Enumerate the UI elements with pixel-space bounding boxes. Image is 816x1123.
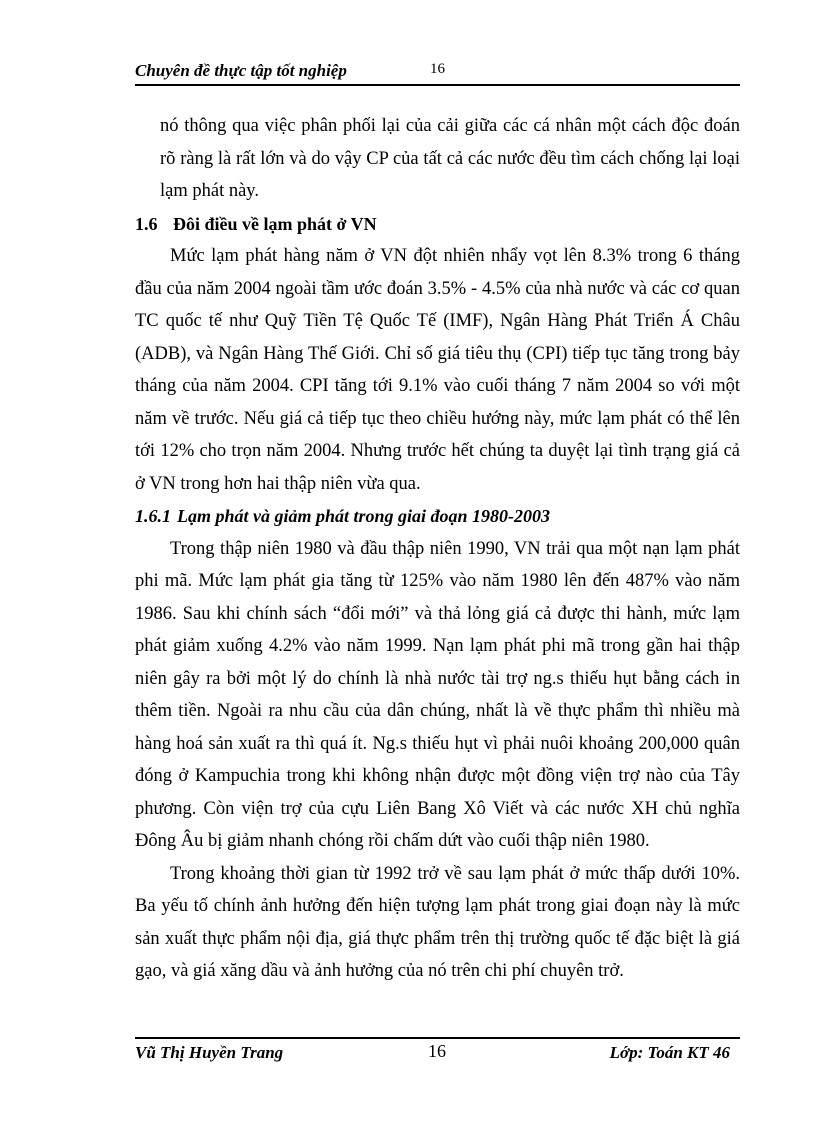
footer-class-label: Lớp: Toán KT 46 [609,1043,730,1062]
footer-divider [135,1037,740,1039]
subsection-title: Lạm phát và giảm phát trong giai đoạn 1980-2003 [177,506,551,526]
paragraph-1992-onward: Trong khoảng thời gian từ 1992 trở về sau lạm phát ở mức thấp dưới 10%. Ba yếu tố chính ảnh hưởng đến hiện tượng lạm phát trong giai đoạn này là mức sản xuất thực phẩm nội địa, giá thực phẩm trên thị trường quốc tế đặc biệt là giá gạo, và giá xăng dầu và ảnh hưởng của nó trên chi phí chuyên trở. [135,863,740,981]
section-number: 1.6 [135,213,158,234]
document-body [135,110,740,988]
section-title: Đôi điều về lạm phát ở VN [173,213,377,234]
section-heading [135,208,740,241]
header-divider [135,84,740,86]
paragraph-inflation-2004: Mức lạm phát hàng năm ở VN đột nhiên nhẩy vọt lên 8.3% trong 6 tháng đầu của năm 2004 ngoài tầm ước đoán 3.5% - 4.5% của nhà nước và các cơ quan TC quốc tế như Quỹ Tiền Tệ Quốc Tế (IMF), Ngân Hàng Phát Triển Á Châu (ADB), và Ngân Hàng Thế Giới. Chỉ số giá tiêu thụ (CPI) tiếp tục tăng trong bảy tháng của năm 2004. CPI tăng tới 9.1% vào cuối tháng 7 năm 2004 so với một năm về trước. Nếu giá cả tiếp tục theo chiều hướng này, mức lạm phát có thể lên tới 12% cho trọn năm 2004. Nhưng trước hết chúng ta duyệt lại tình trạng giá cả ở VN trong hơn hai thập niên vừa qua. [135,246,740,494]
paragraph-1980s: Trong thập niên 1980 và đầu thập niên 1990, VN trải qua một nạn lạm phát phi mã. Mức lạm phát gia tăng từ 125% vào năm 1980 lên đến 487% vào năm 1986. Sau khi chính sách “đổi mới” và thả lỏng giá cả được thi hành, mức lạm phát giảm xuống 4.2% vào năm 1999. Nạn lạm phát phi mã trong gần hai thập niên gây ra bởi một lý do chính là nhà nước tài trợ ng.s thiếu hụt bằng cách in thêm tiền. Ngoài ra nhu cầu của dân chúng, nhất là về thực phẩm thì nhiều mà hàng hoá sản xuất ra thì quá ít. Ng.s thiếu hụt vì phải nuôi khoảng 200,000 quân đóng ở Kampuchia trong khi không nhận được một đồng viện trợ nào của Tây phương. Còn viện trợ của cựu Liên Bang Xô Viết và các nước XH chủ nghĩa Đông Âu bị giảm nhanh chóng rồi chấm dứt vào cuối thập niên 1980. [135,538,740,851]
footer-author: Vũ Thị Huyền Trang [135,1043,284,1062]
header-page-number: 16 [430,61,445,77]
footer-page-number: 16 [428,1041,446,1061]
header-title: Chuyên đề thực tập tốt nghiệp [135,61,347,80]
subsection-number: 1.6.1 [135,506,171,526]
subsection-heading [135,500,740,533]
intro-paragraph: nó thông qua việc phân phối lại của cải giữa các cá nhân một cách độc đoán rõ ràng là rất lớn và do vậy CP của tất cả các nước đều tìm cách chống lại loại lạm phát này. [160,116,740,201]
page-header [135,58,740,84]
page-footer [135,1041,740,1069]
